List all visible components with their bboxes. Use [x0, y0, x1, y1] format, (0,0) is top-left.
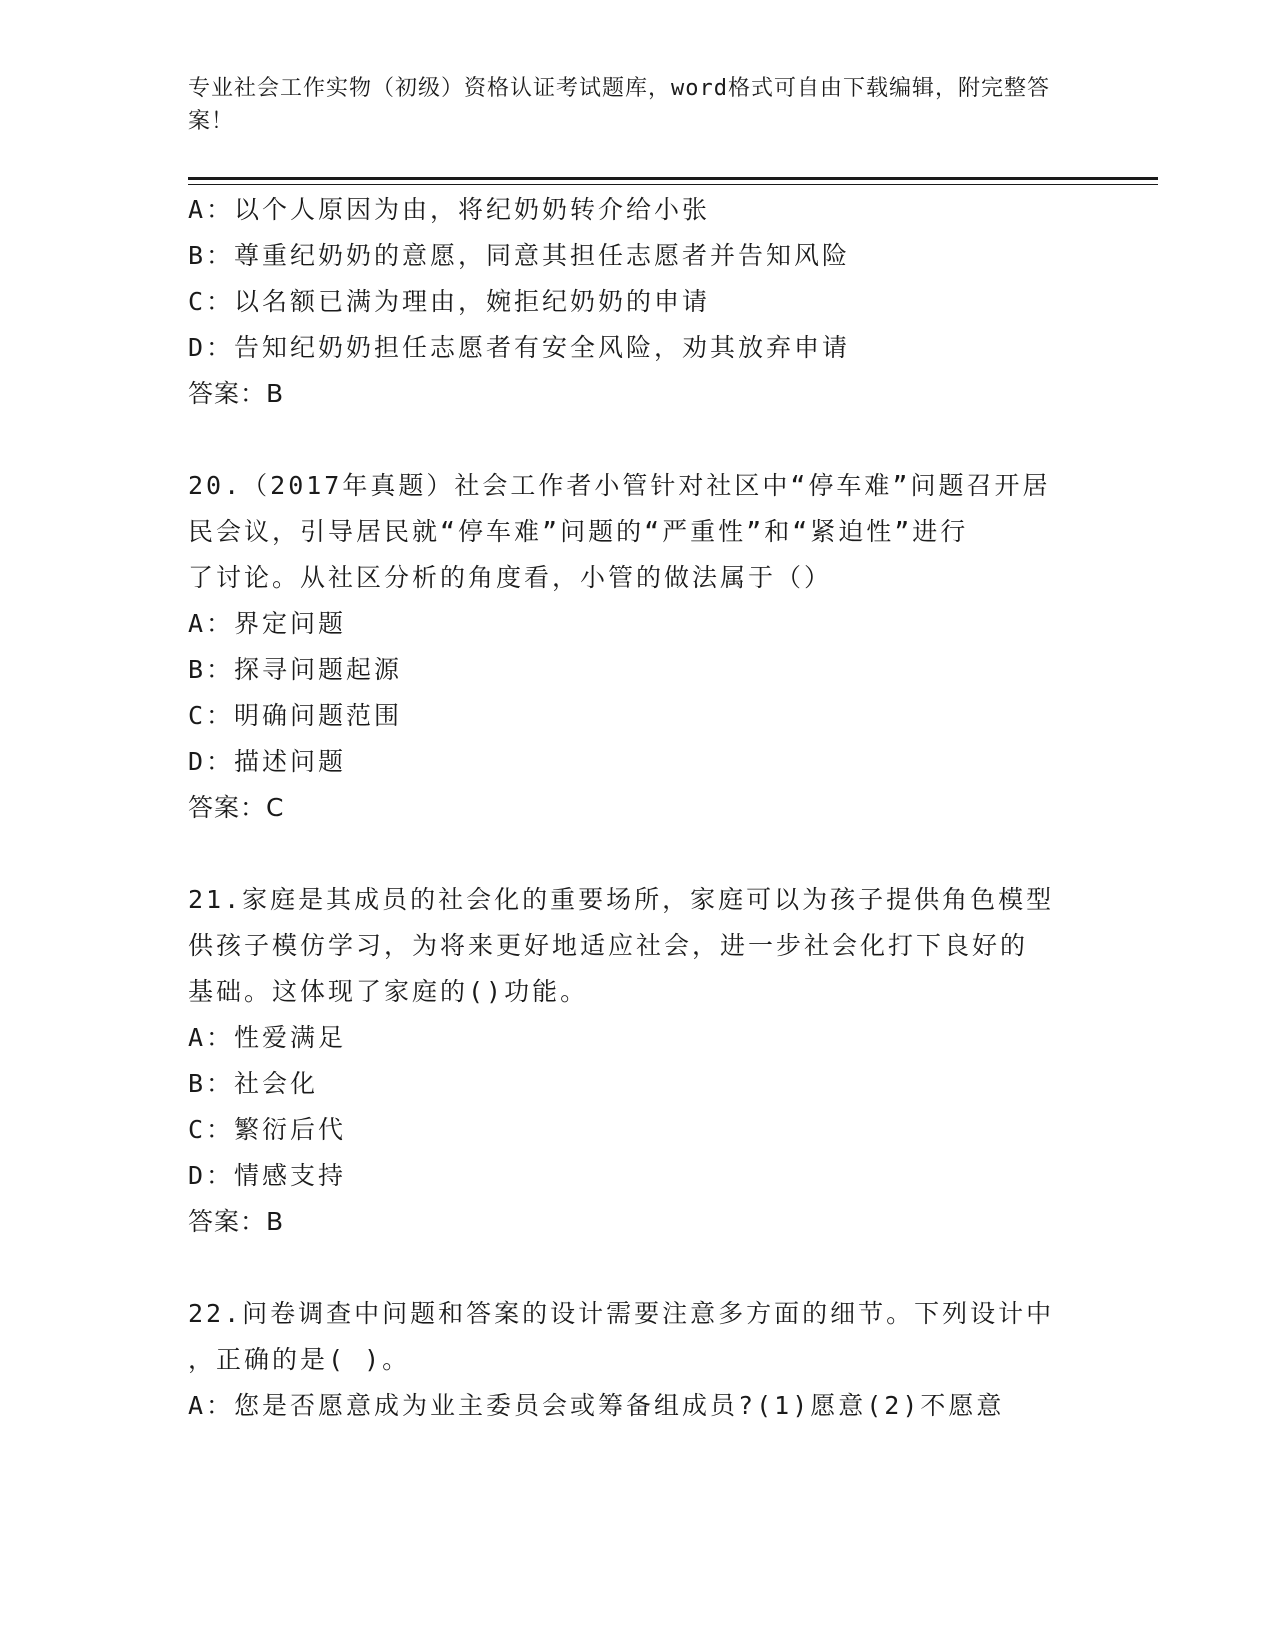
option-c: C：明确问题范围: [188, 701, 403, 730]
spacer: [188, 417, 1088, 463]
question-content: [188, 187, 1088, 1429]
option-a: A：性爱满足: [188, 1023, 347, 1052]
option-a: A：界定问题: [188, 609, 347, 638]
question-22: [188, 1291, 1088, 1429]
question-stem-line: 了讨论。从社区分析的角度看，小管的做法属于（）: [188, 563, 833, 592]
question-stem-line: 供孩子模仿学习，为将来更好地适应社会，进一步社会化打下良好的: [188, 931, 1029, 960]
question-stem-line: 基础。这体现了家庭的()功能。: [188, 977, 589, 1006]
header-rule-thin: [188, 184, 1158, 185]
question-stem-line: 22.问卷调查中问题和答案的设计需要注意多方面的细节。下列设计中: [188, 1299, 1055, 1328]
option-b: B：社会化: [188, 1069, 319, 1098]
option-c: C：以名额已满为理由，婉拒纪奶奶的申请: [188, 287, 711, 316]
question-stem-line: 20.（2017年真题）社会工作者小管针对社区中“停车难”问题召开居: [188, 471, 1051, 500]
question-20: [188, 463, 1088, 831]
document-header: 专业社会工作实物（初级）资格认证考试题库，word格式可自由下载编辑，附完整答案！: [188, 76, 1050, 134]
question-stem-line: 21.家庭是其成员的社会化的重要场所，家庭可以为孩子提供角色模型: [188, 885, 1055, 914]
option-c: C：繁衍后代: [188, 1115, 347, 1144]
question-stem-line: ，正确的是( )。: [188, 1345, 411, 1374]
option-b: B：探寻问题起源: [188, 655, 403, 684]
option-a: A：您是否愿意成为业主委员会或筹备组成员?(1)愿意(2)不愿意: [188, 1391, 1005, 1420]
answer-line: 答案：C: [188, 793, 285, 822]
previous-question: [188, 187, 1088, 417]
option-d: D：描述问题: [188, 747, 347, 776]
header-rule-thick: [188, 177, 1158, 180]
option-d: D：情感支持: [188, 1161, 347, 1190]
question-stem-line: 民会议，引导居民就“停车难”问题的“严重性”和“紧迫性”进行: [188, 517, 969, 546]
option-a: A：以个人原因为由，将纪奶奶转介给小张: [188, 195, 711, 224]
answer-line: 答案：B: [188, 1207, 285, 1236]
answer-line: 答案：B: [188, 379, 285, 408]
option-b: B：尊重纪奶奶的意愿，同意其担任志愿者并告知风险: [188, 241, 851, 270]
spacer: [188, 1245, 1088, 1291]
option-d: D：告知纪奶奶担任志愿者有安全风险，劝其放弃申请: [188, 333, 851, 362]
spacer: [188, 831, 1088, 877]
question-21: [188, 877, 1088, 1245]
